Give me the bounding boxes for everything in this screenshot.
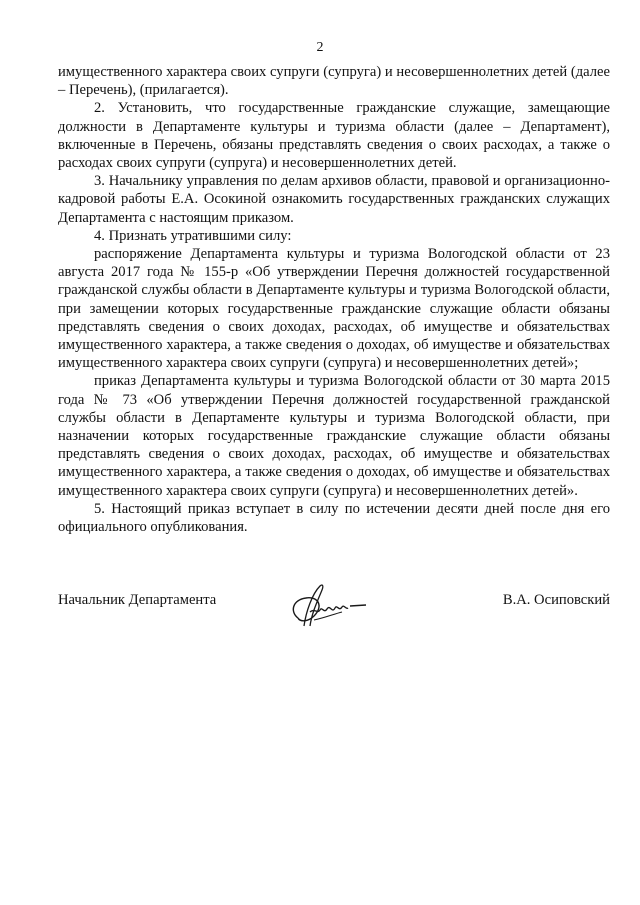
paragraph-revoked-order-1: распоряжение Департамента культуры и туризма Вологодской области от 23 августа 2017 года № 155-р «Об утверждении Перечня должностей государственной гражданской службы области в Департаменте культуры и туризма Вологодской области, при замещении которых государственные гражданские служащие области обязаны представлять сведения о своих доходах, расходах, об имуществе и обязательствах имущественного характера, а также сведения о доходах, об имуществе и обязательствах имущественного характера своих супруги (супруга) и несовершеннолетних детей»; bbox=[58, 246, 610, 372]
signatory-position: Начальник Департамента bbox=[58, 592, 217, 608]
handwritten-signature-icon bbox=[284, 582, 374, 632]
signature-block bbox=[58, 582, 610, 632]
paragraph-item-4: 4. Признать утратившими силу: bbox=[94, 227, 292, 244]
page-number: 2 bbox=[316, 40, 324, 55]
document-body bbox=[58, 63, 610, 536]
paragraph-revoked-order-2: приказ Департамента культуры и туризма Вологодской области от 30 марта 2015 года № 73 «Об утверждении Перечня должностей государственной гражданской службы области в Департаменте культуры и туризма Вологодской области, при назначении которых государственные гражданские служащие области обязаны представлять сведения о своих доходах, расходах, об имуществе и обязательствах имущественного характера, а также сведения о доходах, об имуществе и обязательствах имущественного характера своих супруги (супруга) и несовершеннолетних детей». bbox=[58, 373, 610, 499]
paragraph-item-3: 3. Начальнику управления по делам архивов области, правовой и организационно-кадровой работы Е.А. Осокиной ознакомить государственных гражданских служащих Департамента с настоящим приказом. bbox=[58, 173, 610, 226]
paragraph-item-2: 2. Установить, что государственные гражданские служащие, замещающие должности в Департаменте культуры и туризма области (далее – Департамент), включенные в Перечень, обязаны представлять сведения о своих расходах, а также о расходах своих супруги (супруга) и несовершеннолетних детей. bbox=[58, 100, 610, 172]
signatory-name: В.А. Осиповский bbox=[502, 592, 610, 608]
paragraph-continuation: имущественного характера своих супруги (супруга) и несовершеннолетних детей (далее – Перечень), (прилагается). bbox=[58, 64, 610, 99]
paragraph-item-5: 5. Настоящий приказ вступает в силу по истечении десяти дней после дня его официального опубликования. bbox=[58, 500, 610, 536]
